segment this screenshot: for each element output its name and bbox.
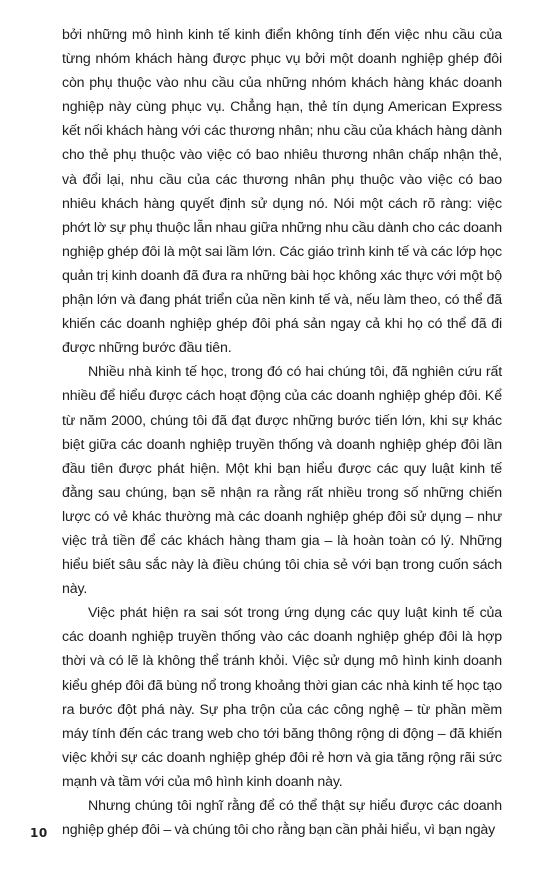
paragraph-economists: Nhiều nhà kinh tế học, trong đó có hai chúng tôi, đã nghiên cứu rất nhiều để hiểu được cách hoạt động của các doanh nghiệp ghép đôi. Kể từ năm 2000, chúng tôi đã đạt được những bước tiến lớn, khi sự khác biệt giữa các doanh nghiệp truyền thống và doanh nghiệp ghép đôi lần đầu tiên được phát hiện. Một khi bạn hiểu được các quy luật kinh tế đằng sau chúng, bạn sẽ nhận ra rằng rất nhiều trong số những chiến lược có vẻ khác thường mà các doanh nghiệp ghép đôi sử dụng – như việc trả tiền để các khách hàng tham gia – là hoàn toàn có lý. Những hiểu biết sâu sắc này là điều chúng tôi chia sẻ với bạn trong cuốn sách này. <box>62 364 502 598</box>
page-number: 10 <box>30 826 48 840</box>
paragraph-understanding: Nhưng chúng tôi nghĩ rằng để có thể thật sự hiểu được các doanh nghiệp ghép đôi – và chúng tôi cho rằng bạn cần phải hiểu, vì bạn ngày <box>62 798 502 839</box>
paragraph-discovery: Việc phát hiện ra sai sót trong ứng dụng các quy luật kinh tế của các doanh nghiệp truyền thống vào các doanh nghiệp ghép đôi là hợp thời và có lẽ là không thể tránh khỏi. Việc sử dụng mô hình kinh doanh kiểu ghép đôi đã bùng nổ trong khoảng thời gian các nhà kinh tế học tạo ra bước đột phá này. Sự pha trộn của các công nghệ – từ phần mềm máy tính đến các trang web cho tới băng thông rộng di động – đã khiến việc khởi sự các doanh nghiệp ghép đôi rẻ hơn và gia tăng rộng rãi sức mạnh và tầm với của mô hình kinh doanh này. <box>62 605 502 790</box>
body-text <box>62 23 502 842</box>
paragraph-continued: bởi những mô hình kinh tế kinh điển không tính đến việc nhu cầu của từng nhóm khách hàng được phục vụ bởi một doanh nghiệp ghép đôi còn phụ thuộc vào nhu cầu của những nhóm khách hàng khác doanh nghiệp này cùng phục vụ. Chẳng hạn, thẻ tín dụng American Express kết nối khách hàng với các thương nhân; nhu cầu của khách hàng dành cho thẻ phụ thuộc vào việc có bao nhiêu thương nhân chấp nhận thẻ, và đổi lại, nhu cầu của các thương nhân phụ thuộc vào việc có bao nhiêu khách hàng quyết định sử dụng nó. Nói một cách rõ ràng: việc phớt lờ sự phụ thuộc lẫn nhau giữa những nhu cầu dành cho các doanh nghiệp ghép đôi là một sai lầm lớn. Các giáo trình kinh tế và các lớp học quản trị kinh doanh đã đưa ra những bài học không xác thực với một bộ phận lớn và đang phát triển của nền kinh tế và, nếu làm theo, có thể đã khiến các doanh nghiệp ghép đôi phá sản ngay cả khi họ có thể đã đi được những bước đầu tiên. <box>62 27 502 357</box>
